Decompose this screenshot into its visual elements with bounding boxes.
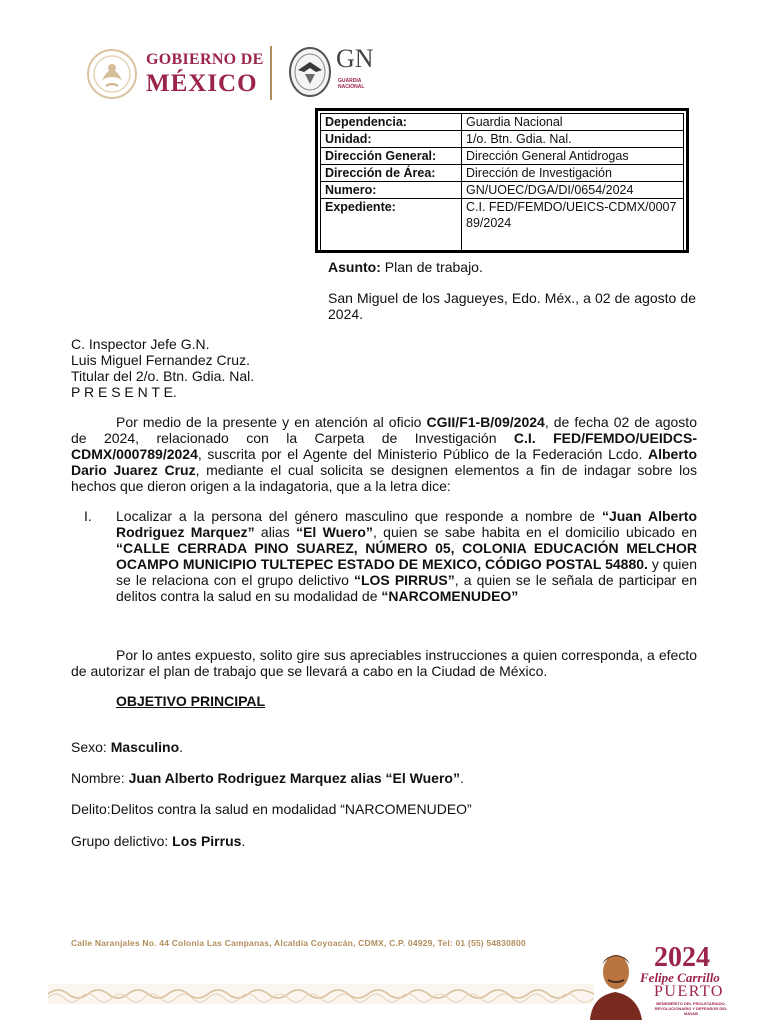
info-key: Unidad: [321,131,462,148]
table-row [321,182,684,199]
decorative-band-icon [48,984,594,1004]
bold-run: “Juan Alberto Rodriguez Marquez” [116,508,697,540]
asunto [328,259,696,275]
field-label: Nombre: [71,770,129,786]
bold-run: Alberto Dario Juarez Cruz [71,446,697,478]
footer-name: Felipe Carrillo [640,970,720,985]
text-run: alias [254,524,297,540]
text-run: , mediante el cual solicita se designen elementos a fin de indagar sobre los hechos que dieron origen a la indagatoria, que a la letra dice: [71,462,697,494]
footer-tagline: BENEMÉRITO DEL PROLETARIADO, REVOLUCIONARIO Y DEFENSOR DEL MAYAB [654,1001,728,1017]
text-run: , a quien se le señala de participar en delitos contra la salud en su modalidad de [116,572,697,604]
header-logos [86,42,386,104]
info-value: Guardia Nacional [462,114,684,131]
bold-run: C.I. FED/FEMDO/UEIDCS-CDMX/000789/2024 [71,430,697,462]
place-date: San Miguel de los Jagueyes, Edo. Méx., a 02 de agosto de 2024. [328,290,696,322]
document-info-table [320,113,684,251]
info-value: C.I. FED/FEMDO/UEICS-CDMX/000789/2024 [462,199,684,251]
field-nombre [71,770,464,786]
info-key: Numero: [321,182,462,199]
info-key: Dirección de Área: [321,165,462,182]
logo-separator [270,46,272,100]
bold-run: “CALLE CERRADA PINO SUAREZ, NÚMERO 05, COLONIA EDUCACIÓN MELCHOR OCAMPO MUNICIPIO TULTEPEC ESTADO DE MEXICO, CÓDIGO POSTAL 54880. [116,540,697,572]
gob-line2: MÉXICO [146,70,258,97]
paragraph-request: Por lo antes expuesto, solito gire sus apreciables instrucciones a quien corresponda, a efecto de autorizar el plan de trabajo que se llevará a cabo en la Ciudad de México. [71,647,697,679]
info-value: Dirección General Antidrogas [462,148,684,165]
text-run: Localizar a la persona del género masculino que responde a nombre de [116,508,602,524]
table-row [321,165,684,182]
text-run: , de fecha 02 de agosto de 2024, relacionado con la Carpeta de Investigación [71,414,697,446]
field-grupo [71,833,245,849]
info-value: GN/UOEC/DGA/DI/0654/2024 [462,182,684,199]
info-key: Expediente: [321,199,462,251]
field-value: Los Pirrus [172,833,242,849]
text-run: y quien se le relaciona con el grupo delictivo [116,556,697,588]
table-row [321,131,684,148]
recipient-line: C. Inspector Jefe G.N. [71,336,210,352]
section-heading: OBJETIVO PRINCIPAL [116,693,266,709]
asunto-label: Asunto: [328,259,381,275]
table-row [321,199,684,251]
field-sexo [71,739,183,755]
field-value: Masculino [110,739,180,755]
gn-abbreviation: GN [336,44,374,73]
paragraph-intro [71,414,697,494]
recipient-line: Titular del 2/o. Btn. Gdia. Nal. [71,368,255,384]
field-value: Delitos contra la salud en modalidad “NARCOMENUDEO” [110,801,472,817]
bold-run: CGII/F1-B/09/2024 [426,414,545,430]
gn-subtitle: GUARDIA NACIONAL [338,78,365,90]
field-value: Juan Alberto Rodriguez Marquez alias “El Wuero” [128,770,460,786]
footer-puerto: PUERTO [654,983,724,1000]
info-value: 1/o. Btn. Gdia. Nal. [462,131,684,148]
list-item-number: I. [84,508,92,524]
asunto-text: Plan de trabajo. [384,259,483,275]
mexico-coat-of-arms-icon [86,46,138,102]
field-label: Delito: [71,801,111,817]
table-row [321,114,684,131]
footer-year: 2024 [654,942,710,973]
info-key: Dirección General: [321,148,462,165]
bold-run: “NARCOMENUDEO” [381,588,519,604]
guardia-nacional-seal-icon [288,44,332,100]
gob-line1: GOBIERNO DE [146,51,264,68]
field-punct: . [179,739,184,755]
field-label: Sexo: [71,739,111,755]
footer-address: Calle Naranjales No. 44 Colonia Las Campanas, Alcaldía Coyoacán, CDMX, C.P. 04929, Tel: 01 (55) 54830800 [71,938,526,948]
field-punct: . [241,833,246,849]
list-item [116,508,697,604]
bold-run: “LOS PIRRUS” [353,572,455,588]
info-value: Dirección de Investigación [462,165,684,182]
bold-run: “El Wuero” [296,524,373,540]
field-delito [71,801,472,817]
table-row [321,148,684,165]
text-run: , suscrita por el Agente del Ministerio Público de la Federación Lcdo. [197,446,648,462]
recipient-line: Luis Miguel Fernandez Cruz. [71,352,250,368]
text-run: Por medio de la presente y en atención al oficio [116,414,427,430]
gobierno-mexico-wordmark [146,52,264,96]
document-info-box [315,108,689,253]
field-punct: . [459,770,464,786]
recipient-line: P R E S E N T E. [71,384,177,400]
field-label: Grupo delictivo: [71,833,173,849]
text-run: , quien se sabe habita en el domicilio ubicado en [372,524,697,540]
info-key: Dependencia: [321,114,462,131]
recipient-block [71,336,254,400]
